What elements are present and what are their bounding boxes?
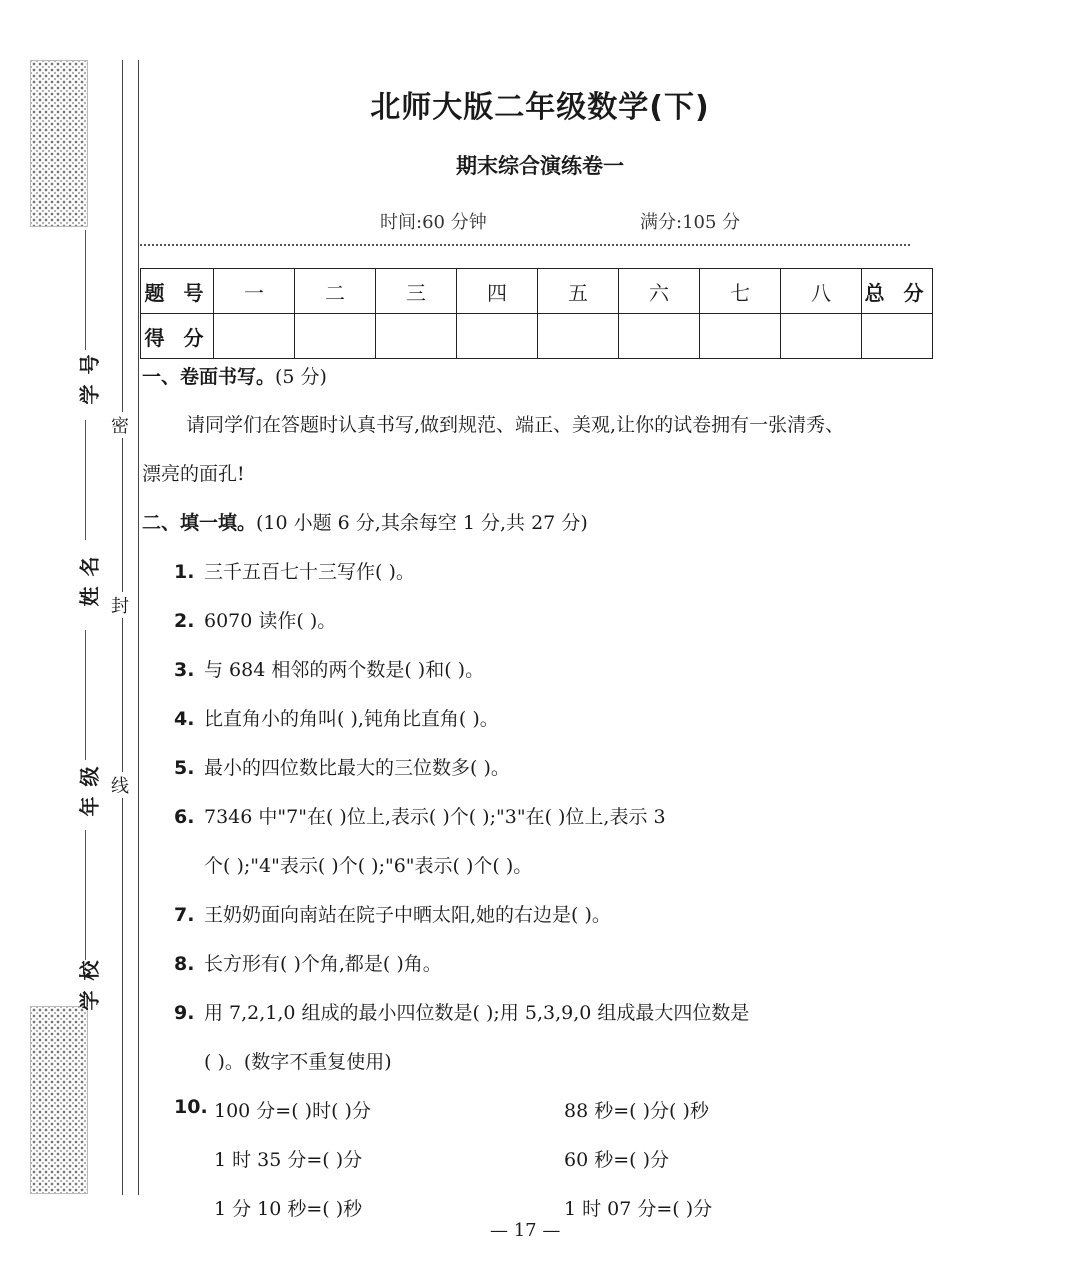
- seal-char-feng: 封: [111, 592, 129, 618]
- question-number: 4.: [174, 708, 195, 730]
- question-text: 与 684 相邻的两个数是( )和( )。: [204, 659, 485, 681]
- q10-item: 1 时 35 分=( )分: [214, 1149, 363, 1171]
- seal-line-right: [138, 60, 139, 1195]
- question-item-continued: [174, 851, 532, 878]
- question-text: 三千五百七十三写作( )。: [204, 561, 415, 583]
- question-number: 3.: [174, 659, 195, 681]
- question-number: 7.: [174, 904, 195, 926]
- question-number: 8.: [174, 953, 195, 975]
- question-number: 6.: [174, 806, 195, 828]
- score-input-cell[interactable]: [700, 314, 781, 359]
- question-item-continued: [174, 1047, 392, 1074]
- score-table-cell: 六: [619, 269, 700, 314]
- score-table-cell: 一: [214, 269, 295, 314]
- score-input-cell[interactable]: [538, 314, 619, 359]
- page-subtitle: 期末综合演练卷一: [456, 154, 624, 178]
- question-number: 5.: [174, 757, 195, 779]
- score-table: [140, 268, 933, 359]
- exam-time: 时间:60 分钟: [380, 212, 487, 233]
- question-item: [174, 655, 484, 682]
- score-table-cell: 四: [457, 269, 538, 314]
- q10-item: 88 秒=( )分( )秒: [564, 1100, 709, 1122]
- school-label: 学校: [77, 950, 102, 1011]
- exam-full-score: 满分:105 分: [640, 212, 741, 233]
- score-input-cell[interactable]: [376, 314, 457, 359]
- section2-points: (10 小题 6 分,其余每空 1 分,共 27 分): [256, 512, 588, 534]
- score-input-cell[interactable]: [781, 314, 862, 359]
- question-text: ( )。(数字不重复使用): [204, 1051, 392, 1073]
- question-item: [174, 704, 499, 731]
- score-input-cell[interactable]: [862, 314, 933, 359]
- decorative-pattern-top: [30, 60, 88, 227]
- decorative-pattern-bottom: [30, 1006, 88, 1194]
- question-text: 7346 中"7"在( )位上,表示( )个( );"3"在( )位上,表示 3: [204, 806, 666, 828]
- question-text: 比直角小的角叫( ),钝角比直角( )。: [204, 708, 499, 730]
- score-input-cell[interactable]: [619, 314, 700, 359]
- page-title: 北师大版二年级数学(下): [370, 90, 710, 125]
- grade-label: 年级: [77, 756, 102, 817]
- question-item: [174, 802, 666, 829]
- grade-line: [85, 630, 87, 760]
- score-table-cell: 三: [376, 269, 457, 314]
- seal-char-xian: 线: [111, 772, 129, 798]
- question-text: 用 7,2,1,0 组成的最小四位数是( );用 5,3,9,0 组成最大四位数是: [204, 1002, 750, 1024]
- score-input-cell[interactable]: [457, 314, 538, 359]
- score-table-cell: 七: [700, 269, 781, 314]
- score-table-header-row: [141, 269, 933, 314]
- question-text: 6070 读作( )。: [204, 610, 337, 632]
- question-text: 王奶奶面向南站在院子中晒太阳,她的右边是( )。: [204, 904, 611, 926]
- question-item: [174, 900, 611, 927]
- score-input-cell[interactable]: [295, 314, 376, 359]
- section1-heading: [142, 362, 327, 389]
- student-id-line: [85, 230, 87, 350]
- question-text: 个( );"4"表示( )个( );"6"表示( )个( )。: [204, 855, 533, 877]
- section1-body-line2: 漂亮的面孔!: [142, 463, 245, 485]
- name-label: 姓名: [77, 546, 102, 607]
- school-line: [85, 830, 87, 960]
- page-number: — 17 —: [490, 1220, 561, 1241]
- question-number: 10.: [174, 1096, 208, 1118]
- section2-title: 二、填一填。: [142, 512, 257, 534]
- score-table-cell: 总 分: [862, 269, 933, 314]
- question-item: [174, 606, 336, 633]
- score-table-score-row: [141, 314, 933, 359]
- seal-char-mi: 密: [111, 412, 129, 438]
- q10-item: 60 秒=( )分: [564, 1149, 670, 1171]
- score-table-cell: 得 分: [141, 314, 214, 359]
- question-number: 2.: [174, 610, 195, 632]
- section1-title: 一、卷面书写。: [142, 366, 276, 388]
- score-table-cell: 八: [781, 269, 862, 314]
- dotted-divider: [140, 244, 910, 246]
- score-table-cell: 题 号: [141, 269, 214, 314]
- question-text: 最小的四位数比最大的三位数多( )。: [204, 757, 510, 779]
- question-item: [174, 753, 510, 780]
- score-table-cell: 五: [538, 269, 619, 314]
- question-text: 长方形有( )个角,都是( )角。: [204, 953, 442, 975]
- seal-line-left: [122, 60, 123, 1195]
- question-item: [174, 998, 749, 1025]
- name-line: [85, 420, 87, 540]
- score-table-cell: 二: [295, 269, 376, 314]
- student-id-label: 学号: [77, 344, 102, 405]
- score-input-cell[interactable]: [214, 314, 295, 359]
- question-item: [174, 557, 415, 584]
- section2-heading: [142, 508, 588, 535]
- q10-item: 1 时 07 分=( )分: [564, 1198, 713, 1220]
- question-number: 9.: [174, 1002, 195, 1024]
- question-item: [174, 949, 442, 976]
- section1-body-line1: 请同学们在答题时认真书写,做到规范、端正、美观,让你的试卷拥有一张清秀、: [186, 414, 845, 436]
- question-number: 1.: [174, 561, 195, 583]
- q10-item: 100 分=( )时( )分: [214, 1100, 371, 1122]
- section1-points: (5 分): [275, 366, 327, 388]
- q10-item: 1 分 10 秒=( )秒: [214, 1198, 363, 1220]
